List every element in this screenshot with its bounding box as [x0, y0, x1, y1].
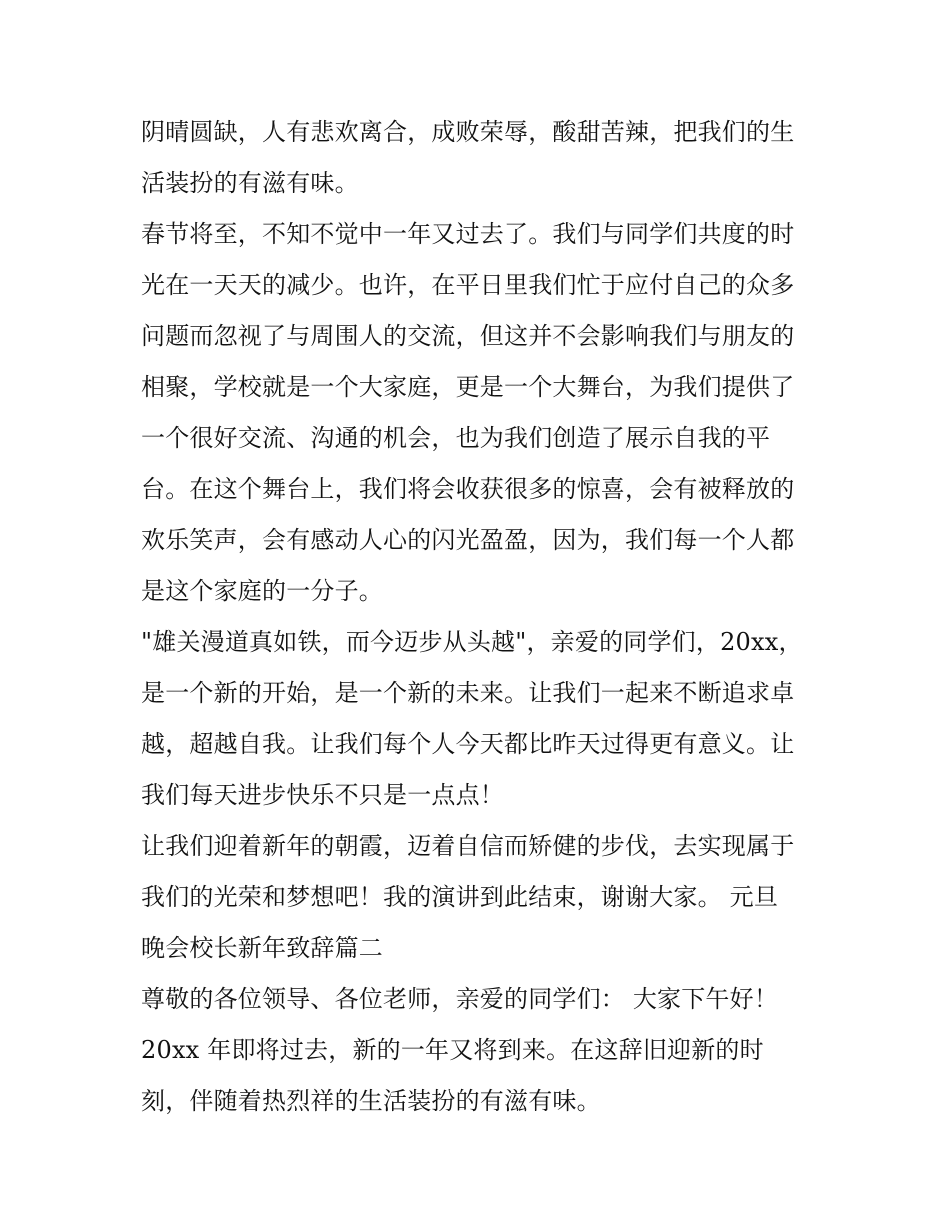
text-line: 活装扮的有滋有味。 [141, 169, 359, 197]
text-line: 光在一天天的减少。也许，在平日里我们忙于应付自己的众多 [141, 271, 795, 299]
text-line: 尊敬的各位领导、各位老师，亲爱的同学们： 大家下午好！ [141, 985, 779, 1013]
text-line: 晚会校长新年致辞篇二 [141, 934, 383, 962]
text-line: 问题而忽视了与周围人的交流，但这并不会影响我们与朋友的 [141, 322, 795, 350]
text-line: 刻，伴随着热烈祥的生活装扮的有滋有味。 [141, 1087, 601, 1115]
text-line: 我们每天进步快乐不只是一点点！ [141, 781, 504, 809]
text-line: 是这个家庭的一分子。 [141, 577, 383, 605]
text-line: 台。在这个舞台上，我们将会收获很多的惊喜，会有被释放的 [141, 475, 795, 503]
text-line: 20xx 年即将过去，新的一年又将到来。在这辞旧迎新的时 [141, 1036, 764, 1064]
document-body [141, 107, 821, 1127]
text-line: 阴晴圆缺，人有悲欢离合，成败荣辱，酸甜苦辣，把我们的生 [141, 118, 795, 146]
text-line: 是一个新的开始，是一个新的未来。让我们一起来不断追求卓 [141, 679, 795, 707]
text-line: 让我们迎着新年的朝霞，迈着自信而矫健的步伐，去实现属于 [141, 832, 795, 860]
text-line: 欢乐笑声，会有感动人心的闪光盈盈，因为，我们每一个人都 [141, 526, 795, 554]
text-line: 越，超越自我。让我们每个人今天都比昨天过得更有意义。让 [141, 730, 795, 758]
text-line: 相聚，学校就是一个大家庭，更是一个大舞台，为我们提供了 [141, 373, 795, 401]
text-line: 春节将至，不知不觉中一年又过去了。我们与同学们共度的时 [141, 220, 795, 248]
text-line: 一个很好交流、沟通的机会，也为我们创造了展示自我的平 [141, 424, 771, 452]
text-line: "雄关漫道真如铁，而今迈步从头越"，亲爱的同学们，20xx， [141, 628, 803, 656]
text-line: 我们的光荣和梦想吧！我的演讲到此结束，谢谢大家。 元旦 [141, 883, 779, 911]
